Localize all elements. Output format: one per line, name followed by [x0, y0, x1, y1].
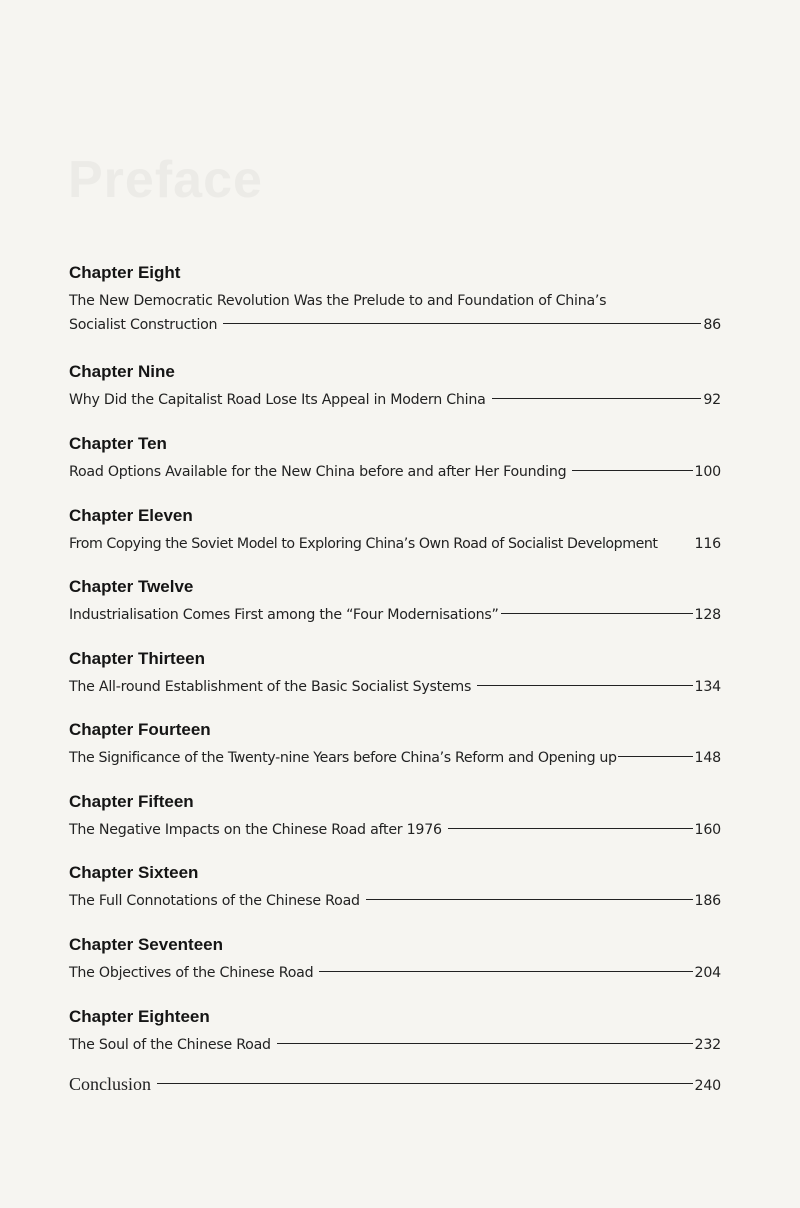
page-number: 128	[694, 607, 721, 623]
page-number: 148	[694, 750, 721, 766]
chapter-title: Road Options Available for the New China before and after Her Founding	[69, 464, 567, 480]
toc-line	[69, 961, 721, 985]
chapter-heading: Chapter Twelve	[69, 577, 194, 596]
toc-entry-conclusion[interactable]	[69, 1072, 721, 1098]
toc-entry-chapter-eight[interactable]	[69, 262, 721, 337]
leader-line	[477, 685, 692, 686]
toc-entry-chapter-sixteen[interactable]	[69, 862, 721, 913]
chapter-heading: Chapter Nine	[69, 362, 175, 381]
chapter-heading: Chapter Thirteen	[69, 649, 206, 668]
toc-line	[69, 889, 721, 913]
leader-line	[157, 1083, 693, 1084]
chapter-title-line: The New Democratic Revolution Was the Prelude to and Foundation of China’s	[69, 293, 607, 309]
chapter-heading: Chapter Eighteen	[69, 1007, 210, 1026]
page-number: 86	[703, 317, 721, 333]
toc-entry-chapter-twelve[interactable]	[69, 576, 721, 627]
page-number: 186	[694, 893, 721, 909]
toc-line	[69, 818, 721, 842]
leader-line	[448, 828, 693, 829]
page-number: 240	[694, 1078, 721, 1094]
chapter-heading: Chapter Ten	[69, 434, 167, 453]
page-number: 204	[694, 965, 721, 981]
toc-entry-chapter-fourteen[interactable]	[69, 719, 721, 770]
toc-line	[69, 460, 721, 484]
chapter-heading: Chapter Fifteen	[69, 792, 194, 811]
toc-line	[69, 388, 721, 412]
toc-entry-chapter-eleven[interactable]	[69, 505, 721, 556]
toc-entry-chapter-eighteen[interactable]	[69, 1006, 721, 1057]
toc-entry-chapter-fifteen[interactable]	[69, 791, 721, 842]
page-number: 100	[694, 464, 721, 480]
leader-line	[501, 613, 693, 614]
chapter-title: From Copying the Soviet Model to Exploring China’s Own Road of Socialist Development	[69, 536, 658, 552]
toc-entry-chapter-seventeen[interactable]	[69, 934, 721, 985]
page-number: 92	[703, 392, 721, 408]
leader-line	[664, 542, 693, 543]
leader-line	[492, 398, 702, 399]
toc-line	[69, 675, 721, 699]
conclusion-title: Conclusion	[69, 1074, 152, 1094]
leader-line	[277, 1043, 693, 1044]
toc-line	[69, 603, 721, 627]
toc-entry-chapter-ten[interactable]	[69, 433, 721, 484]
chapter-title: Socialist Construction	[69, 317, 218, 333]
leader-line	[223, 323, 701, 324]
leader-line	[572, 470, 692, 471]
page-number: 116	[694, 536, 721, 552]
chapter-title: The All-round Establishment of the Basic Socialist Systems	[69, 679, 472, 695]
toc-line	[69, 313, 721, 337]
toc-line	[69, 746, 721, 770]
background-title: Preface	[68, 151, 263, 209]
chapter-heading: Chapter Fourteen	[69, 720, 211, 739]
chapter-title: The Significance of the Twenty-nine Years before China’s Reform and Opening up	[69, 750, 617, 766]
toc-line	[69, 1072, 721, 1098]
leader-line	[618, 756, 693, 757]
chapter-title: The Soul of the Chinese Road	[69, 1037, 271, 1053]
chapter-title: Why Did the Capitalist Road Lose Its Appeal in Modern China	[69, 392, 486, 408]
toc-line	[69, 532, 721, 556]
chapter-title: The Negative Impacts on the Chinese Road after 1976	[69, 822, 442, 838]
leader-line	[366, 899, 693, 900]
page-number: 232	[694, 1037, 721, 1053]
toc-entry-chapter-nine[interactable]	[69, 361, 721, 412]
toc-entry-chapter-thirteen[interactable]	[69, 648, 721, 699]
chapter-heading: Chapter Eight	[69, 263, 181, 282]
toc-line	[69, 1033, 721, 1057]
chapter-heading: Chapter Eleven	[69, 506, 193, 525]
chapter-title: The Full Connotations of the Chinese Road	[69, 893, 360, 909]
chapter-title: Industrialisation Comes First among the “Four Modernisations”	[69, 607, 499, 623]
page-number: 160	[694, 822, 721, 838]
page-number: 134	[694, 679, 721, 695]
chapter-heading: Chapter Sixteen	[69, 863, 199, 882]
chapter-title: The Objectives of the Chinese Road	[69, 965, 314, 981]
chapter-heading: Chapter Seventeen	[69, 935, 223, 954]
leader-line	[319, 971, 692, 972]
